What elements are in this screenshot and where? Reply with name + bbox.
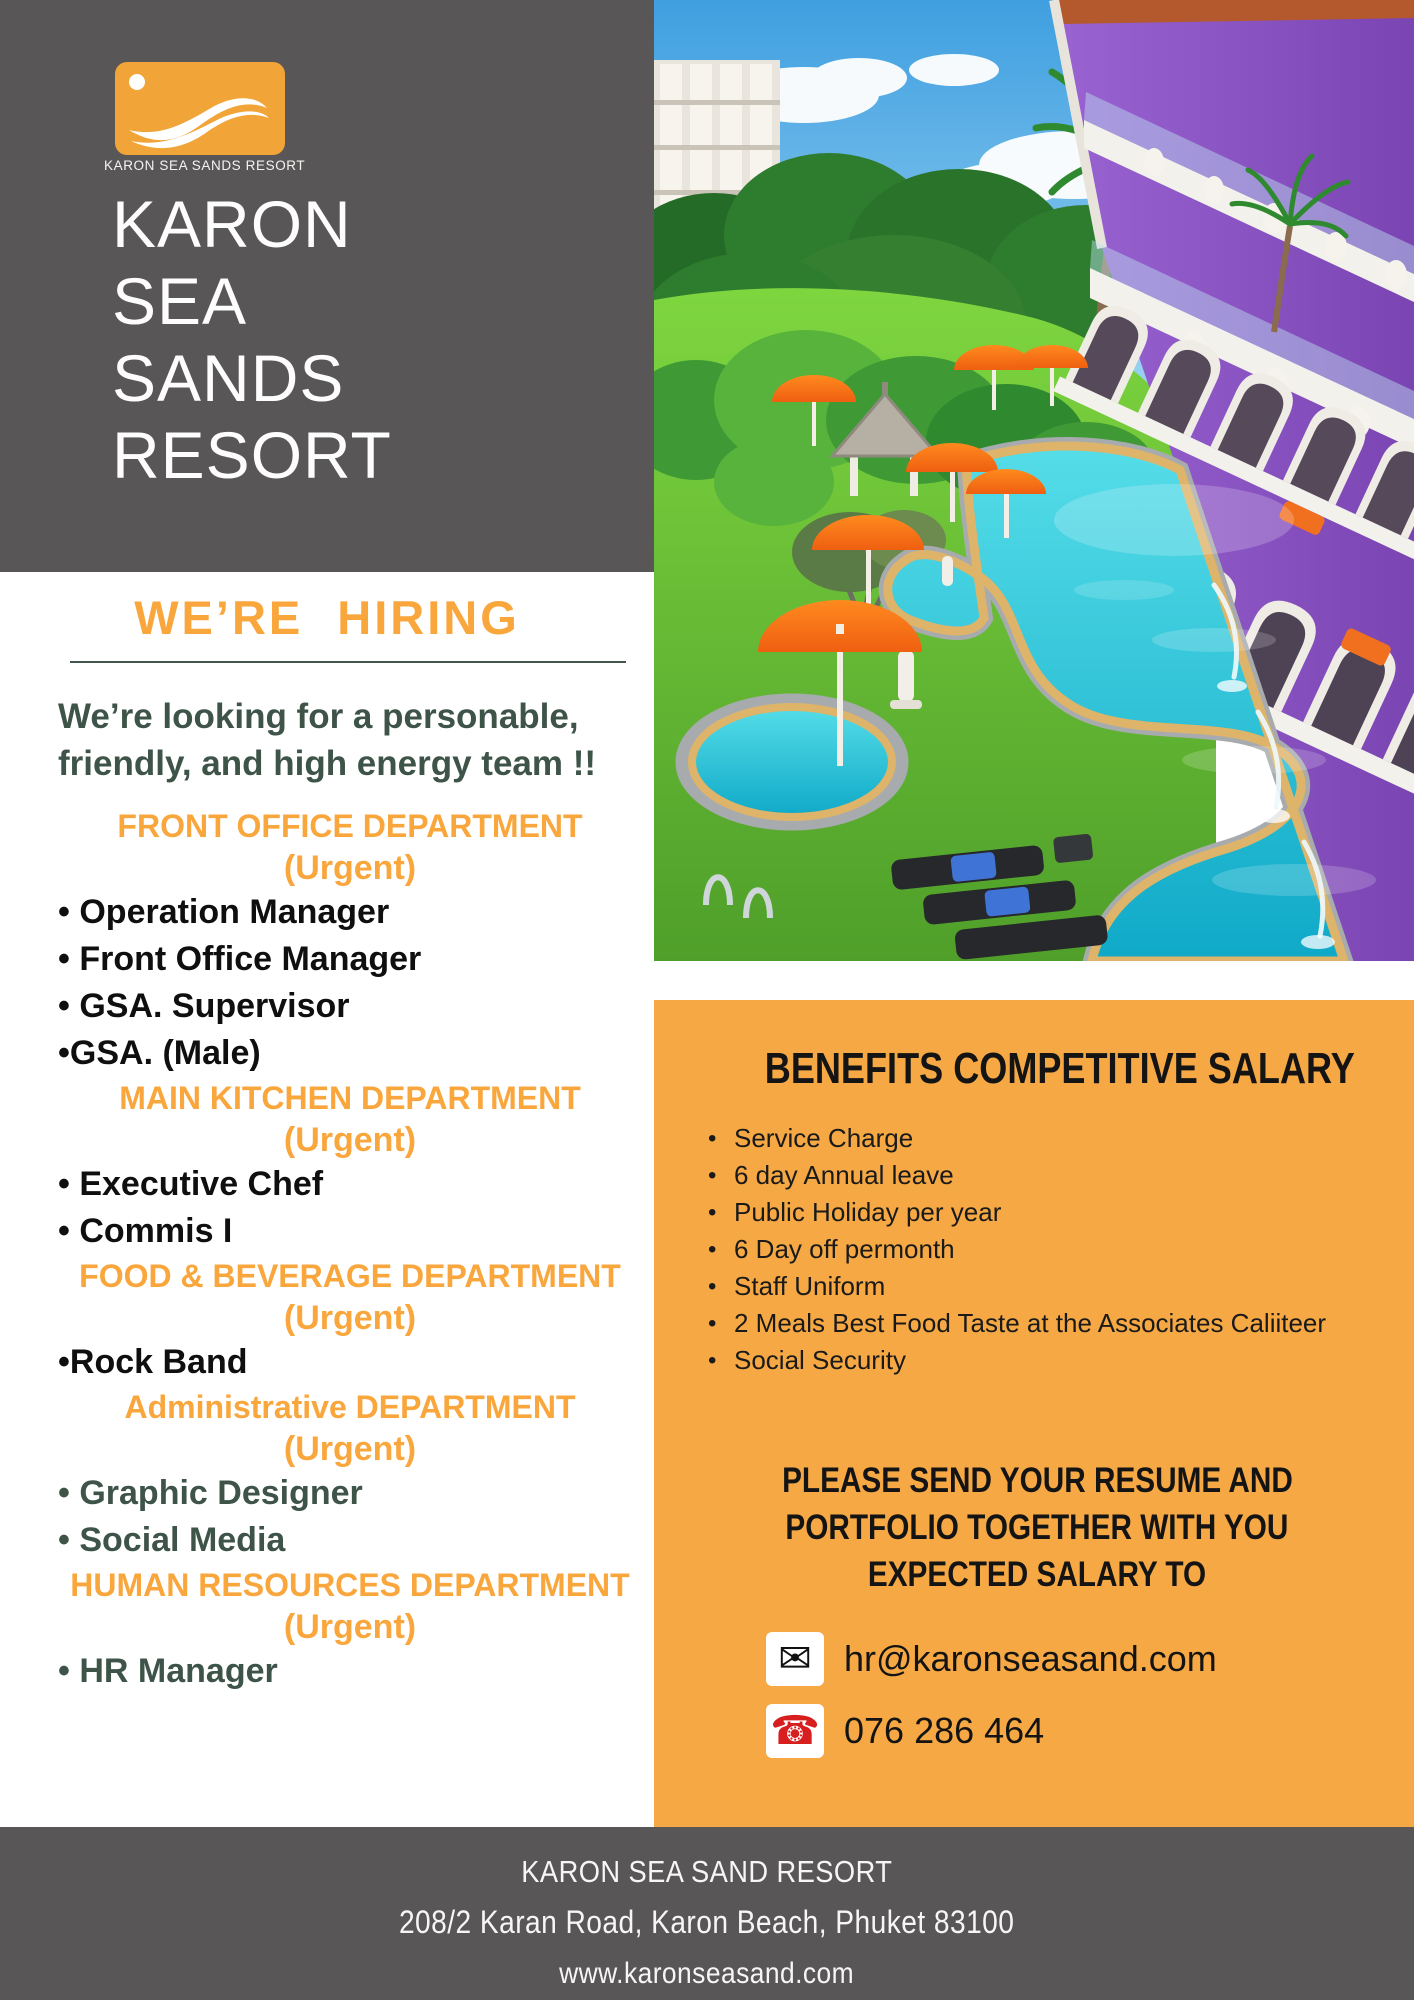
logo-caption: KARON SEA SANDS RESORT xyxy=(104,158,306,173)
footer xyxy=(0,1827,1414,2000)
position-item: • HR Manager xyxy=(58,1652,278,1690)
benefits-title: BENEFITS COMPETITIVE SALARY xyxy=(764,1044,1355,1093)
urgent-label: (Urgent) xyxy=(283,1121,417,1159)
intro-line: friendly, and high energy team !! xyxy=(58,744,597,783)
heading-divider xyxy=(70,661,626,663)
brand-title-line: SANDS xyxy=(112,341,345,415)
benefit-item: • Service Charge xyxy=(700,1120,1374,1157)
apply-heading-line: EXPECTED SALARY TO xyxy=(867,1555,1207,1594)
brand-title xyxy=(112,186,392,494)
resort-pool-illustration xyxy=(654,0,1414,961)
department-header: FRONT OFFICE DEPARTMENT xyxy=(117,808,583,844)
benefit-item: • 6 day Annual leave xyxy=(700,1157,1374,1194)
department-section xyxy=(0,1386,654,1564)
department-header: Administrative DEPARTMENT xyxy=(124,1389,576,1425)
benefit-item: • 6 Day off permonth xyxy=(700,1231,1374,1268)
contact-block xyxy=(766,1632,1374,1758)
phone-row xyxy=(766,1704,1374,1758)
position-item: • Commis I xyxy=(58,1212,233,1250)
resort-logo xyxy=(115,62,285,155)
benefit-item: • Social Security xyxy=(700,1342,1374,1379)
brand-panel xyxy=(0,0,654,572)
hiring-heading: WE’RE HIRING xyxy=(134,591,520,644)
urgent-label: (Urgent) xyxy=(283,849,417,887)
position-item: •Rock Band xyxy=(58,1343,248,1381)
position-item: • Social Media xyxy=(58,1521,286,1559)
apply-heading-line: PLEASE SEND YOUR RESUME AND xyxy=(781,1461,1293,1500)
brand-title-line: SEA xyxy=(112,264,248,338)
department-section xyxy=(0,805,654,1077)
departments-list xyxy=(0,805,654,1695)
resort-pool-photo xyxy=(654,0,1414,961)
apply-heading-line: PORTFOLIO TOGETHER WITH YOU xyxy=(785,1508,1289,1547)
benefit-item: • Staff Uniform xyxy=(700,1268,1374,1305)
position-item: • Front Office Manager xyxy=(58,940,422,978)
footer-address: 208/2 Karan Road, Karon Beach, Phuket 83100 xyxy=(399,1904,1015,1940)
email-address: hr@karonseasand.com xyxy=(844,1638,1217,1679)
department-section xyxy=(0,1564,654,1695)
intro-line: We’re looking for a personable, xyxy=(58,697,579,736)
apply-heading xyxy=(700,1457,1374,1598)
department-header: FOOD & BEVERAGE DEPARTMENT xyxy=(79,1258,621,1294)
email-row xyxy=(766,1632,1374,1686)
urgent-label: (Urgent) xyxy=(283,1299,417,1337)
brand-title-line: KARON xyxy=(112,187,352,261)
red-telephone-icon: ☎ xyxy=(766,1704,824,1758)
department-section xyxy=(0,1077,654,1255)
urgent-label: (Urgent) xyxy=(283,1608,417,1646)
benefits-list xyxy=(700,1120,1374,1379)
position-item: • Executive Chef xyxy=(58,1165,324,1203)
position-item: • GSA. Supervisor xyxy=(58,987,350,1025)
department-header: MAIN KITCHEN DEPARTMENT xyxy=(119,1080,581,1116)
footer-resort-name: KARON SEA SAND RESORT xyxy=(521,1854,893,1889)
position-item: • Operation Manager xyxy=(58,893,390,931)
benefit-item: • 2 Meals Best Food Taste at the Associates Caliiteer xyxy=(700,1305,1374,1342)
urgent-label: (Urgent) xyxy=(283,1430,417,1468)
footer-website: www.karonseasand.com xyxy=(559,1957,855,1990)
department-section xyxy=(0,1255,654,1386)
hiring-column xyxy=(0,572,654,1827)
position-item: •GSA. (Male) xyxy=(58,1034,261,1072)
phone-number: 076 286 464 xyxy=(844,1710,1045,1751)
position-item: • Graphic Designer xyxy=(58,1474,363,1512)
brand-title-line: RESORT xyxy=(112,418,392,492)
intro-text xyxy=(58,693,654,787)
department-header: HUMAN RESOURCES DEPARTMENT xyxy=(70,1567,630,1603)
envelope-icon: ✉ xyxy=(766,1632,824,1686)
benefit-item: • Public Holiday per year xyxy=(700,1194,1374,1231)
benefits-panel xyxy=(654,1000,1414,1827)
